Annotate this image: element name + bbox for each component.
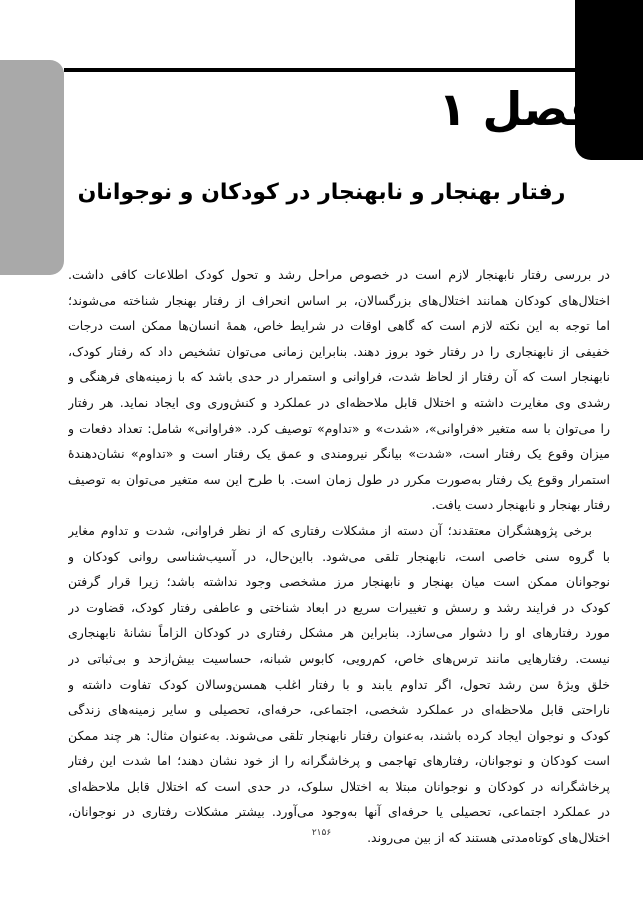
text-line: در بررسی رفتار نابهنجار لازم است در خصوص مراحل رشد و تحول کودک اطلاعات کافی داشت. bbox=[68, 267, 610, 282]
text-line: خفیفی از نابهنجاری را در رفتار خود بروز دهند. بنابراین زمانی می‌توان تشخیص داد که رفتار کودک، bbox=[68, 343, 610, 359]
paragraph bbox=[68, 262, 610, 518]
text-line: رفتار بهنجار و نابهنجار دست یافت. bbox=[431, 497, 610, 513]
text-line: کودک و نوجوان ایجاد کرده باشند، به‌عنوان رفتار نابهنجار تلقی می‌شوند. به‌عنوان مثال: هر چند ممکن bbox=[68, 727, 610, 743]
section-title: رفتار بهنجار و نابهنجار در کودکان و نوجوانان bbox=[77, 180, 566, 205]
text-line: اختلال‌های کودکان همانند اختلال‌های بزرگسالان، بر اساس انحراف از رفتار بهنجار شناخته می‌شوند؛ bbox=[68, 292, 610, 308]
body-text bbox=[68, 262, 610, 851]
text-line: در عملکرد اجتماعی، تحصیلی یا حرفه‌ای آنها به‌وجود می‌آورد. بیشتر مشکلات رفتاری در نوجوانان، bbox=[68, 804, 610, 820]
text-line: برخی پژوهشگران معتقدند؛ آن دسته از مشکلات رفتاری که از نظر فراوانی، شدت و تداوم مغایر bbox=[68, 522, 592, 538]
text-line: نوجوانان ممکن است میان بهنجار و نابهنجار مرز مشخصی وجود نداشته باشد؛ زیرا قرار گرفتن bbox=[68, 574, 610, 590]
header-rule bbox=[64, 68, 576, 72]
text-line: نابهنجار است که آن رفتار از لحاظ شدت، فراوانی و استمرار در حدی باشد که با زمینه‌های فرهنگی و bbox=[68, 369, 610, 385]
text-line: را می‌توان با سه متغیر «فراوانی»، «شدت» و «تداوم» توصیف کرد. «فراوانی» شامل: تعداد دفعات و bbox=[68, 420, 610, 436]
text-line: اما توجه به این نکته لازم است که گاهی اوقات در شرایط خاص، همهٔ انسان‌ها ممکن است درجات bbox=[68, 318, 610, 334]
paragraph bbox=[68, 518, 610, 851]
text-line: مورد رفتارهای او را دشوار می‌سازد. بنابراین هر مشکل رفتاری در کودکان الزاماً نشانهٔ نابهنجاری bbox=[68, 625, 610, 641]
text-line: اختلال‌های کوتاه‌مدتی هستند که از بین می‌روند. bbox=[367, 830, 610, 846]
chapter-title: فصل ۱ bbox=[438, 82, 599, 136]
text-line: میزان وقوع یک رفتار است، «شدت» بیانگر نیرومندی و عمق یک رفتار است و «تداوم» نشان‌دهندهٔ bbox=[68, 446, 610, 462]
text-line: رشدی وی مغایرت داشته و اختلال قابل ملاحظه‌ای در عملکرد و کنش‌وری وی ایجاد نماید. هر رفتار bbox=[68, 394, 610, 410]
text-line: است کودکان و نوجوانان، رفتارهای تهاجمی و پرخاشگرانه را از خود نشان دهند؛ اما شدت این رفتار bbox=[68, 753, 610, 769]
chapter-tab bbox=[575, 0, 643, 160]
page-edge-tab bbox=[0, 60, 64, 275]
text-line: خلق ویژهٔ سن رشد تحول، اگر تداوم یابند و با رفتار اغلب همسن‌وسالان کودک تفاوت داشته و bbox=[68, 676, 610, 692]
text-line: با گروه سنی خاصی است، نابهنجار تلقی می‌شود. با‌این‌حال، در آسیب‌شناسی روانی کودکان و bbox=[68, 548, 610, 564]
text-line: استمرار وقوع یک رفتار به‌صورت مکرر در طول زمان است. با طرح این سه متغیر می‌توان به توصیف bbox=[68, 471, 610, 487]
text-line: ناراحتی قابل ملاحظه‌ای در عملکرد شخصی، اجتماعی، حرفه‌ای، تحصیلی و سایر زمینه‌های زندگی bbox=[68, 702, 610, 718]
text-line: نیست. رفتارهایی مانند ترس‌های خاص، کم‌رویی، کابوس شبانه، حساسیت بیش‌ازحد و بی‌ثباتی در bbox=[68, 650, 610, 666]
text-line: پرخاشگرانه در کودکان و نوجوانان مبتلا به اختلال سلوک، در حدی است که اختلال قابل ملاحظه‌ای bbox=[68, 778, 610, 794]
page-number: ۲۱۵۶ bbox=[311, 828, 332, 838]
text-line: کودک در فرایند رشد و رسش و تغییرات سریع در ابعاد شناختی و عاطفی رفتار کودک، قضاوت در bbox=[68, 599, 610, 615]
